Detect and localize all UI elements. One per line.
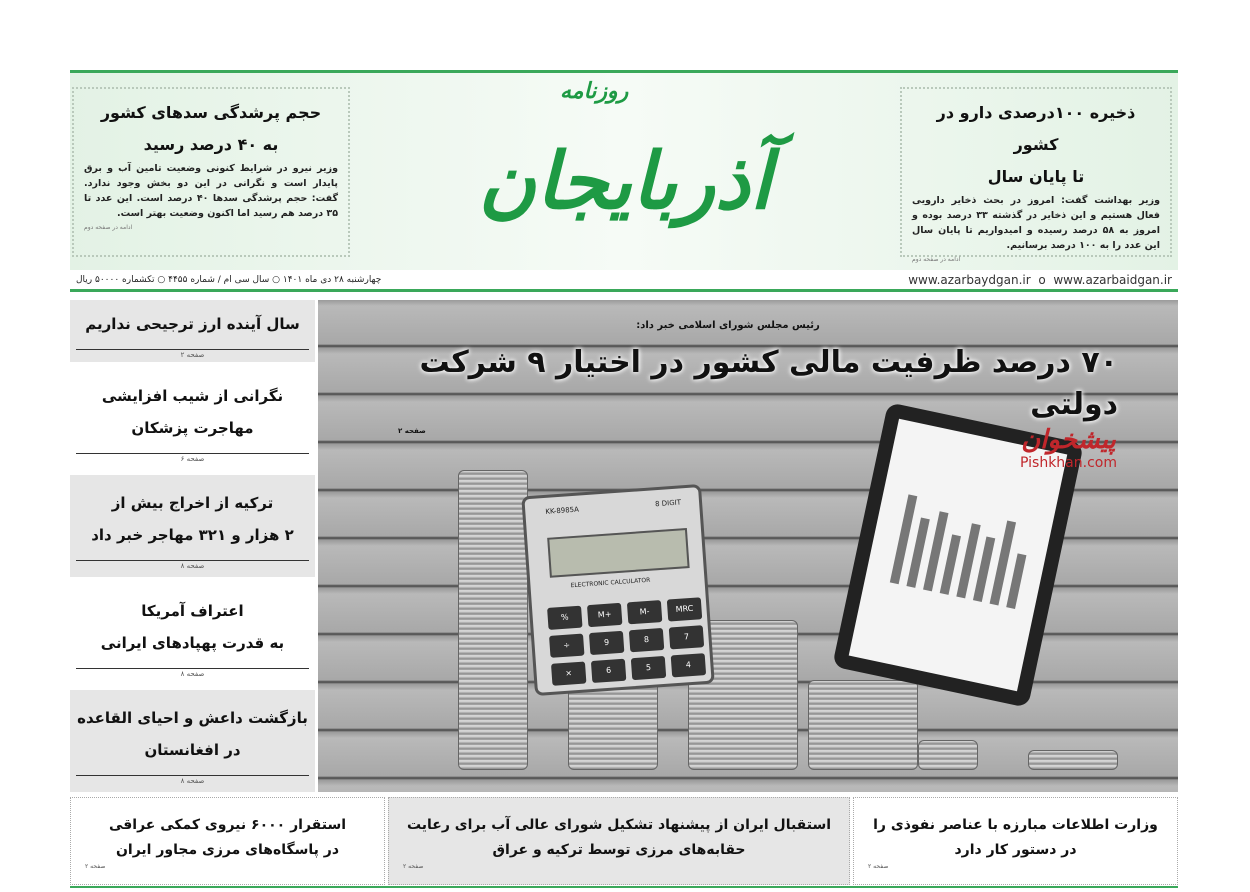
teaser-title: به ۴۰ درصد رسید xyxy=(143,135,279,154)
key: 9 xyxy=(589,631,624,655)
page-ref: صفحه ۸ xyxy=(175,670,211,678)
coin-stack xyxy=(458,470,528,770)
issue-info: چهارشنبه ۲۸ دی ماه ۱۴۰۱ ○ سال سی ام / شماره ۴۴۵۵ ○ تکشماره ۵۰۰۰۰ ریال xyxy=(76,274,382,285)
page-ref: صفحه ۸ xyxy=(175,777,211,785)
headline-text: حقابه‌های مرزی توسط ترکیه و عراق xyxy=(492,842,746,858)
teaser-title: حجم پرشدگی سدهای کشور xyxy=(100,103,322,122)
website-link[interactable]: www.azarbaidgan.ir xyxy=(1053,272,1172,287)
website-links xyxy=(908,273,1172,287)
headline-text: بازگشت داعش و احیای القاعده xyxy=(77,709,308,728)
lead-story[interactable] xyxy=(318,300,1178,792)
bottom-headline[interactable] xyxy=(70,797,385,885)
newspaper-logo xyxy=(410,77,840,267)
bottom-headline[interactable] xyxy=(853,797,1178,885)
watermark-fa: پیشخوان xyxy=(1021,425,1116,455)
headline-text: استقبال ایران از پیشنهاد تشکیل شورای عالی آب برای رعایت xyxy=(406,817,832,833)
page-ref: صفحه ۲ xyxy=(403,863,424,870)
headline-text: در دستور کار دارد xyxy=(954,842,1077,858)
continued-note: ادامه در صفحه دوم xyxy=(912,256,961,263)
headline-text: اعتراف آمریکا xyxy=(141,601,244,620)
teaser-title: ذخیره ۱۰۰درصدی دارو در کشور xyxy=(936,103,1136,154)
key: 8 xyxy=(629,628,664,652)
calculator-model: KK-8985A xyxy=(545,505,580,516)
key: MRC xyxy=(667,597,702,621)
lead-headline: ۷۰ درصد ظرفیت مالی کشور در اختیار ۹ شرکت دولتی xyxy=(419,345,1118,422)
calculator-label: ELECTRONIC CALCULATOR xyxy=(570,576,651,590)
headline-text: سال آینده ارز ترجیحی نداریم xyxy=(85,314,300,333)
headline-text: در پاسگاه‌های مرزی مجاور ایران xyxy=(115,842,340,858)
page-ref: صفحه ۲ xyxy=(85,863,106,870)
teaser-body: وزیر نیرو در شرایط کنونی وضعیت تامین آب و برق پایدار است و نگرانی در این دو بخش وجود ندارد. گفت: حجم پرشدگی سدها ۴۰ درصد است. این عدد تا ۳۵ درصد هم رسید اما اکنون وضعیت بهتر است. xyxy=(84,163,338,219)
headline-text: ترکیه از اخراج بیش از xyxy=(111,494,274,513)
separator: o xyxy=(1038,272,1046,287)
key: 4 xyxy=(671,653,706,677)
key: M- xyxy=(627,600,662,624)
lead-kicker: رئیس مجلس شورای اسلامی خبر داد: xyxy=(636,320,820,331)
calculator-digits: 8 DIGIT xyxy=(654,498,682,509)
headline-text: مهاجرت پزشکان xyxy=(131,418,254,437)
headline-text: در افغانستان xyxy=(144,741,241,760)
headline-text: وزارت اطلاعات مبارزه با عناصر نفوذی را xyxy=(873,817,1158,833)
lead-text xyxy=(338,318,1118,436)
key: ÷ xyxy=(549,634,584,658)
bottom-headline[interactable] xyxy=(388,797,850,885)
key: 6 xyxy=(591,659,626,683)
calculator-keys xyxy=(547,597,706,686)
page-ref: صفحه ۲ xyxy=(868,863,889,870)
logo-title: آذربایجان xyxy=(478,136,772,227)
teaser-title: تا پایان سال xyxy=(987,167,1085,186)
masthead xyxy=(70,70,1178,270)
watermark-en: Pishkhan.com xyxy=(1020,455,1117,471)
key: 7 xyxy=(669,625,704,649)
teaser-dams[interactable] xyxy=(72,87,350,257)
sidebar-headline[interactable] xyxy=(70,583,315,685)
coin-stack xyxy=(1028,750,1118,770)
sidebar-headline[interactable] xyxy=(70,300,315,362)
info-bar xyxy=(70,270,1178,292)
calculator-display xyxy=(547,528,689,578)
coin-stack xyxy=(808,680,918,770)
page-ref: صفحه ۶ xyxy=(175,455,211,463)
coin-stack xyxy=(918,740,978,770)
page-ref: صفحه ۲ xyxy=(175,351,211,359)
logo-subtitle: روزنامه xyxy=(560,79,629,104)
sidebar-headline[interactable] xyxy=(70,690,315,792)
website-link[interactable]: www.azarbaydgan.ir xyxy=(908,272,1031,287)
sidebar-headline[interactable] xyxy=(70,368,315,470)
teaser-body: وزیر بهداشت گفت: امروز در بحث ذخایر دارویی فعال هستیم و این ذخایر در گذشته ۳۳ درصد بوده و امروز به ۵۸ درصد رسیده و امیدواریم تا پایان سال این عدد را به ۱۰۰ درصد برسانیم. xyxy=(912,195,1160,251)
key: 5 xyxy=(631,656,666,680)
key: % xyxy=(547,606,582,630)
sidebar xyxy=(70,300,315,792)
key: M+ xyxy=(587,603,622,627)
page-ref: صفحه ۸ xyxy=(175,562,211,570)
key: × xyxy=(551,661,586,685)
headline-text: استقرار ۶۰۰۰ نیروی کمکی عراقی xyxy=(108,817,347,833)
headline-text: ۲ هزار و ۳۲۱ مهاجر خبر داد xyxy=(91,526,294,545)
continued-note: ادامه در صفحه دوم xyxy=(84,224,133,231)
headline-text: نگرانی از شیب افزایشی xyxy=(101,386,284,405)
calculator-image xyxy=(521,484,715,696)
teaser-medicine-reserves[interactable] xyxy=(900,87,1172,263)
headline-text: به قدرت پهپادهای ایرانی xyxy=(100,633,285,652)
page-ref: صفحه ۲ xyxy=(398,427,426,435)
footer-rule xyxy=(70,886,1178,888)
sidebar-headline[interactable] xyxy=(70,475,315,577)
